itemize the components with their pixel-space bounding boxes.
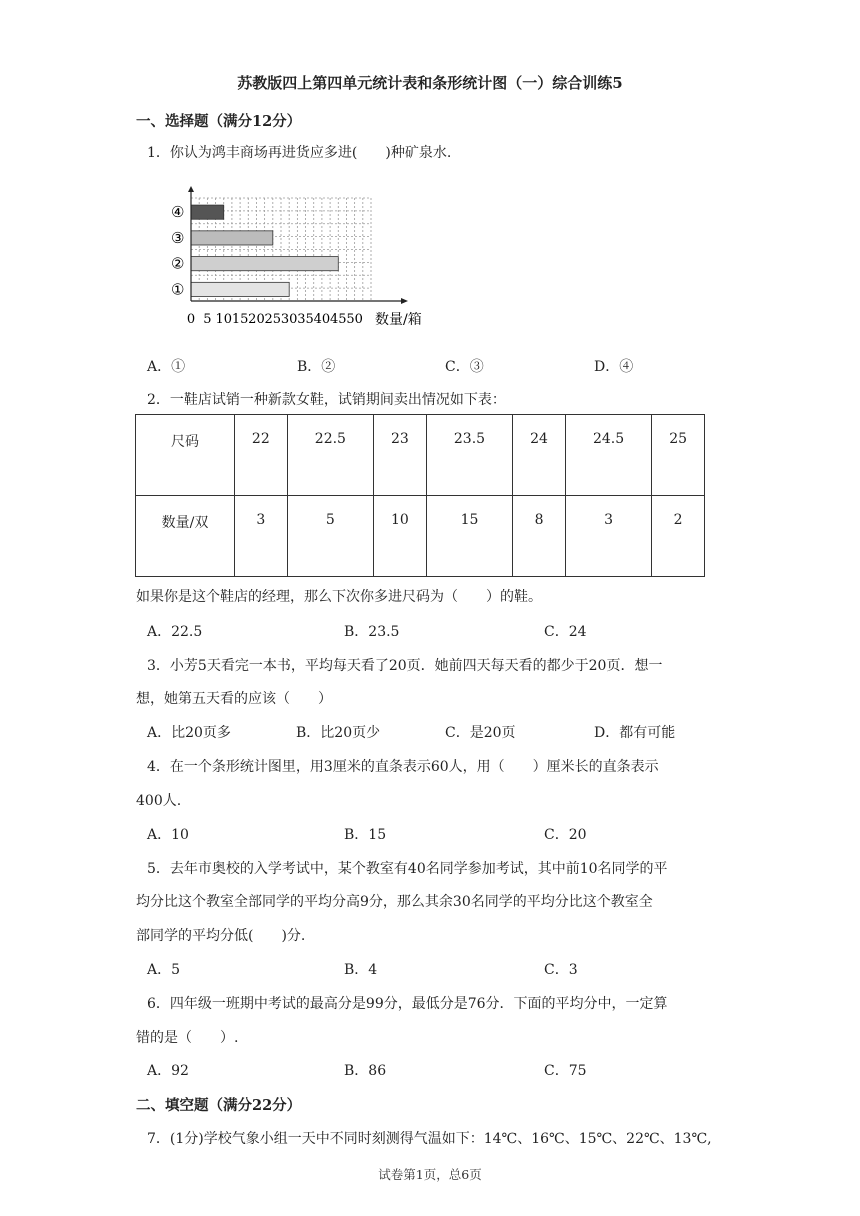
bar-1 xyxy=(191,282,289,296)
table-cell: 24 xyxy=(513,415,566,496)
q6-option-c[interactable]: C．75 xyxy=(544,1063,587,1079)
question-5-text-cont: 均分比这个教室全部同学的平均分高9分，那么其余30名同学的平均分比这个教室全 xyxy=(136,894,653,910)
q2-option-b[interactable]: B．23.5 xyxy=(344,624,400,640)
chart-x-axis-label: 数量/箱 xyxy=(375,312,422,328)
tick-label: 50 xyxy=(346,312,363,327)
table-row xyxy=(136,496,705,577)
q1-option-c[interactable]: C．③ xyxy=(445,359,484,375)
table-cell: 5 xyxy=(287,496,373,577)
y-axis-arrow xyxy=(188,186,194,192)
table-cell: 3 xyxy=(235,496,288,577)
table-cell: 10 xyxy=(374,496,427,577)
page-title: 苏教版四上第四单元统计表和条形统计图（一）综合训练5 xyxy=(237,74,623,92)
table-cell: 15 xyxy=(426,496,512,577)
q3-option-b[interactable]: B．比20页少 xyxy=(296,725,381,741)
q3-option-c[interactable]: C．是20页 xyxy=(445,725,516,741)
tick-label: 40 xyxy=(313,312,331,327)
tick-label: 5 xyxy=(203,312,212,327)
tick-label: 25 xyxy=(264,312,282,327)
q3-option-d[interactable]: D．都有可能 xyxy=(594,725,676,741)
section-choice-heading: 一、选择题（满分12分） xyxy=(136,113,302,130)
table-cell: 22 xyxy=(235,415,288,496)
tick-label: 35 xyxy=(297,312,314,327)
question-1-text: 1．你认为鸿丰商场再进货应多进( )种矿泉水. xyxy=(147,145,452,161)
tick-label: 15 xyxy=(231,312,249,327)
table-cell: 8 xyxy=(513,496,566,577)
question-3-text: 3．小芳5天看完一本书，平均每天看了20页．她前四天每天看的都少于20页．想一 xyxy=(147,658,663,674)
table-cell: 25 xyxy=(652,415,705,496)
table-cell: 22.5 xyxy=(287,415,373,496)
question-4-text: 4．在一个条形统计图里，用3厘米的直条表示60人，用（ ）厘米长的直条表示 xyxy=(147,759,659,775)
tick-label: 20 xyxy=(248,312,265,327)
bar-4 xyxy=(191,205,224,219)
table-row xyxy=(136,415,705,496)
question-7-text: 7．(1分)学校气象小组一天中不同时刻测得气温如下：14℃、16℃、15℃、22℃、13℃, xyxy=(147,1131,712,1147)
table-cell: 尺码 xyxy=(136,415,235,496)
table-cell: 23 xyxy=(374,415,427,496)
table-cell: 2 xyxy=(652,496,705,577)
chart-tick-labels xyxy=(187,312,363,327)
category-label: ① xyxy=(171,280,185,299)
tick-label: 45 xyxy=(329,312,347,327)
tick-label: 0 xyxy=(186,312,196,327)
question-6-text-cont: 错的是（ ）. xyxy=(136,1030,239,1046)
question-3-text-cont: 想，她第五天看的应该（ ） xyxy=(136,691,332,707)
chart-category-labels xyxy=(171,203,184,298)
bar-chart xyxy=(165,186,445,331)
question-6-text: 6．四年级一班期中考试的最高分是99分，最低分是76分．下面的平均分中，一定算 xyxy=(147,996,668,1012)
bar-3 xyxy=(191,231,273,245)
question-4-text-cont: 400人. xyxy=(136,793,182,809)
page-footer: 试卷第1页，总6页 xyxy=(378,1167,482,1182)
q6-option-a[interactable]: A．92 xyxy=(147,1063,189,1079)
q4-option-a[interactable]: A．10 xyxy=(147,827,189,843)
shoe-size-table xyxy=(135,414,705,577)
q5-option-b[interactable]: B．4 xyxy=(344,962,378,978)
q6-option-b[interactable]: B．86 xyxy=(344,1063,387,1079)
tick-label: 10 xyxy=(215,312,233,327)
q2-option-c[interactable]: C．24 xyxy=(544,624,587,640)
bar-2 xyxy=(191,257,338,271)
category-label: ④ xyxy=(171,203,185,222)
q5-option-c[interactable]: C．3 xyxy=(544,962,578,978)
q1-option-a[interactable]: A．① xyxy=(147,359,186,375)
q5-option-a[interactable]: A．5 xyxy=(147,962,181,978)
table-cell: 23.5 xyxy=(426,415,512,496)
question-5-text: 5．去年市奥校的入学考试中，某个教室有40名同学参加考试，其中前10名同学的平 xyxy=(147,861,668,877)
question-2-followup: 如果你是这个鞋店的经理，那么下次你多进尺码为（ ）的鞋。 xyxy=(136,589,542,605)
tick-label: 30 xyxy=(280,312,298,327)
category-label: ② xyxy=(171,254,185,273)
q4-option-b[interactable]: B．15 xyxy=(344,827,387,843)
section-fill-heading: 二、填空题（满分22分） xyxy=(136,1097,302,1114)
question-5-text-cont2: 部同学的平均分低( )分. xyxy=(136,928,306,944)
table-cell: 数量/双 xyxy=(136,496,235,577)
x-axis-arrow xyxy=(401,298,408,304)
q2-option-a[interactable]: A．22.5 xyxy=(147,624,203,640)
table-cell: 24.5 xyxy=(565,415,651,496)
q4-option-c[interactable]: C．20 xyxy=(544,827,587,843)
table-cell: 3 xyxy=(565,496,651,577)
category-label: ③ xyxy=(171,228,185,247)
q3-option-a[interactable]: A．比20页多 xyxy=(147,725,231,741)
question-2-text: 2．一鞋店试销一种新款女鞋，试销期间卖出情况如下表： xyxy=(147,392,506,408)
q1-option-b[interactable]: B．② xyxy=(297,359,336,375)
q1-option-d[interactable]: D．④ xyxy=(594,359,634,375)
